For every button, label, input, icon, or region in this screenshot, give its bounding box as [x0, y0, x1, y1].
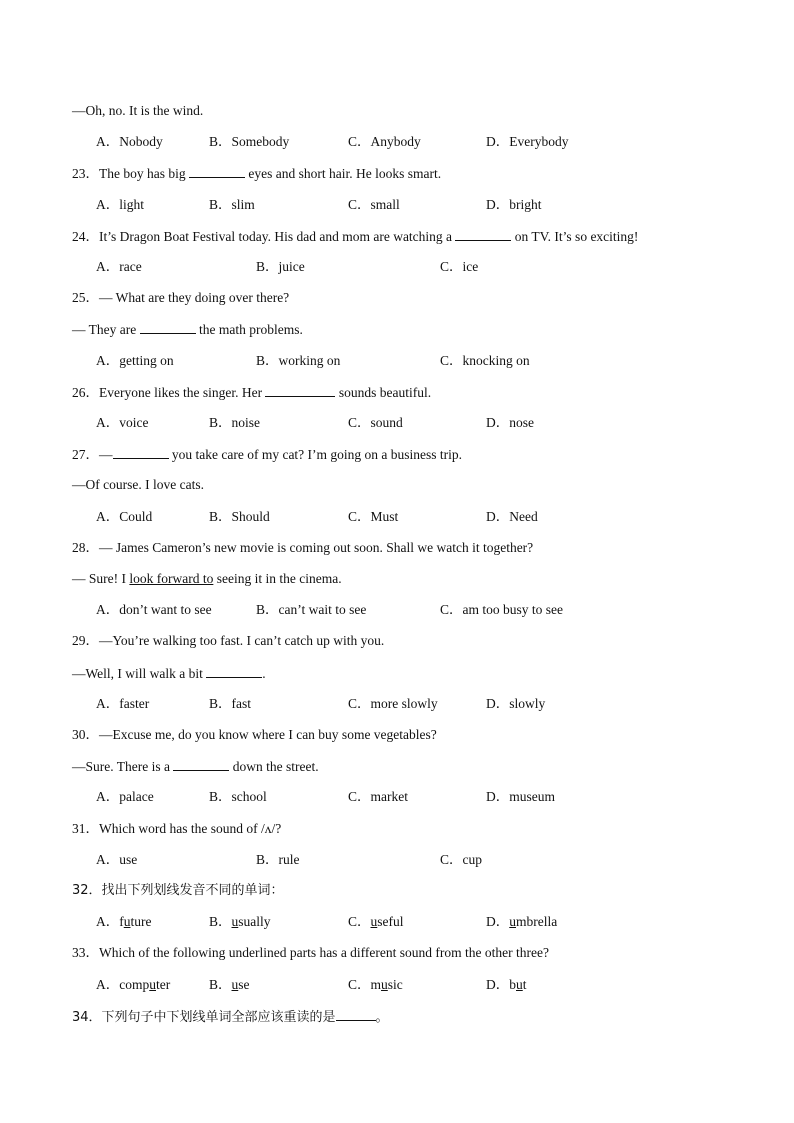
q33-option-b-label: B．: [209, 977, 232, 992]
q30-option-b[interactable]: B．school: [209, 789, 267, 804]
q34-text-post: 。: [375, 1010, 389, 1025]
q33-option-d-label: D．: [486, 977, 510, 992]
q22-answer-line: —Oh, no. It is the wind.: [72, 103, 204, 118]
q34-question: [72, 1008, 389, 1026]
q29-answer-line: [72, 665, 266, 682]
q28-option-b[interactable]: B．can’t wait to see: [256, 602, 367, 617]
q25-text-pre: — They are: [72, 322, 140, 337]
q33-option-c-prefix: m: [370, 977, 382, 992]
q30-question: 30．—Excuse me, do you know where I can buy some vegetables?: [72, 727, 437, 742]
q23-option-c[interactable]: C．small: [348, 197, 400, 212]
q27-option-d[interactable]: D．Need: [486, 509, 538, 524]
q32-option-a[interactable]: [96, 914, 152, 930]
q29-option-d[interactable]: D．slowly: [486, 696, 546, 711]
q23-option-b[interactable]: B．slim: [209, 197, 255, 212]
q22-option-c[interactable]: C．Anybody: [348, 134, 421, 149]
q23-question: [72, 165, 441, 182]
q23-blank: [189, 165, 245, 178]
q32-option-a-underlined-letter: u: [123, 914, 131, 929]
q33-option-d-suffix: t: [522, 977, 527, 992]
q30-text-post: down the street.: [229, 759, 319, 774]
q23-text-pre: 23．The boy has big: [72, 166, 189, 181]
q23-option-a[interactable]: A．light: [96, 197, 145, 212]
q28-option-c[interactable]: C．am too busy to see: [440, 602, 563, 617]
q32-option-c-label: C．: [348, 914, 371, 929]
q24-text-pre: 24．It’s Dragon Boat Festival today. His dad and mom are watching a: [72, 229, 456, 244]
q26-option-a[interactable]: A．voice: [96, 415, 149, 430]
q24-option-c[interactable]: C．ice: [440, 259, 479, 274]
q24-option-b[interactable]: B．juice: [256, 259, 305, 274]
q26-blank: [265, 384, 335, 397]
q32-option-b[interactable]: [209, 914, 271, 930]
q26-option-c[interactable]: C．sound: [348, 415, 403, 430]
q32-option-b-underlined-letter: u: [231, 914, 239, 929]
q29-option-c[interactable]: C．more slowly: [348, 696, 438, 711]
q28-answer-line: [72, 571, 342, 587]
q28-text-post: seeing it in the cinema.: [213, 571, 342, 586]
q26-option-b[interactable]: B．noise: [209, 415, 261, 430]
q33-option-b-suffix: se: [238, 977, 250, 992]
q33-option-b[interactable]: [209, 977, 250, 993]
q23-option-d[interactable]: D．bright: [486, 197, 542, 212]
q33-option-c[interactable]: [348, 977, 403, 993]
q32-option-c[interactable]: [348, 914, 404, 930]
q33-option-c-suffix: sic: [387, 977, 403, 992]
q32-option-a-label: A．: [96, 914, 120, 929]
q25-blank: [140, 321, 196, 334]
q30-text-pre: —Sure. There is a: [72, 759, 174, 774]
q33-option-a[interactable]: [96, 977, 170, 993]
q25-text-post: the math problems.: [195, 322, 303, 337]
q32-question: 32．找出下列划线发音不同的单词：: [72, 883, 284, 898]
q27-text-post: you take care of my cat? I’m going on a business trip.: [168, 447, 463, 462]
q24-text-post: on TV. It’s so exciting!: [511, 229, 639, 244]
q22-option-a[interactable]: A．Nobody: [96, 134, 163, 149]
q33-option-d[interactable]: [486, 977, 527, 993]
q27-option-a[interactable]: A．Could: [96, 509, 153, 524]
q24-option-a[interactable]: A．race: [96, 259, 142, 274]
q27-question: [72, 446, 462, 463]
q29-blank: [206, 665, 262, 678]
q24-blank: [455, 228, 511, 241]
q30-blank: [173, 758, 229, 771]
q32-option-d-underlined-letter: u: [509, 914, 516, 929]
q32-option-a-prefix: f: [119, 914, 124, 929]
q24-question: [72, 228, 638, 245]
q33-option-b-underlined-letter: u: [231, 977, 239, 992]
q29-text-post: .: [262, 666, 266, 681]
q32-option-d-suffix: mbrella: [516, 914, 558, 929]
q32-option-b-label: B．: [209, 914, 232, 929]
q33-question: 33．Which of the following underlined parts has a different sound from the other three?: [72, 945, 549, 960]
q25-option-b[interactable]: B．working on: [256, 353, 341, 368]
q25-question: 25．— What are they doing over there?: [72, 290, 290, 305]
q33-option-a-suffix: ter: [156, 977, 171, 992]
q26-text-post: sounds beautiful.: [335, 385, 432, 400]
q33-option-d-underlined-letter: u: [516, 977, 523, 992]
q31-option-a[interactable]: A．use: [96, 852, 138, 867]
q32-option-a-suffix: ture: [130, 914, 152, 929]
q28-underlined-phrase: look forward to: [129, 571, 214, 586]
q25-option-a[interactable]: A．getting on: [96, 353, 174, 368]
q31-question: 31．Which word has the sound of /ʌ/?: [72, 821, 282, 836]
q22-option-b[interactable]: B．Somebody: [209, 134, 290, 149]
q26-question: [72, 384, 431, 401]
q32-option-c-suffix: seful: [377, 914, 404, 929]
q27-option-c[interactable]: C．Must: [348, 509, 399, 524]
q22-option-d[interactable]: D．Everybody: [486, 134, 569, 149]
q33-option-a-label: A．: [96, 977, 120, 992]
q31-option-c[interactable]: C．cup: [440, 852, 482, 867]
q34-text-pre: 34．下列句子中下划线单词全部应该重读的是: [72, 1010, 336, 1025]
q33-option-c-underlined-letter: u: [381, 977, 388, 992]
q29-option-a[interactable]: A．faster: [96, 696, 150, 711]
q33-option-a-prefix: comp: [119, 977, 150, 992]
q27-answer-line: —Of course. I love cats.: [72, 477, 204, 492]
q25-option-c[interactable]: C．knocking on: [440, 353, 530, 368]
q28-text-pre: — Sure! I: [72, 571, 130, 586]
q30-option-a[interactable]: A．palace: [96, 789, 154, 804]
q33-option-c-label: C．: [348, 977, 371, 992]
q29-text-pre: —Well, I will walk a bit: [72, 666, 207, 681]
q30-answer-line: [72, 758, 319, 775]
q34-blank: [336, 1008, 376, 1021]
q30-option-c[interactable]: C．market: [348, 789, 408, 804]
q32-option-b-suffix: sually: [238, 914, 271, 929]
q26-text-pre: 26．Everyone likes the singer. Her: [72, 385, 266, 400]
q32-option-c-underlined-letter: u: [370, 914, 378, 929]
q27-blank: [113, 446, 169, 459]
q27-text-pre: 27．—: [72, 447, 113, 462]
q31-option-b[interactable]: B．rule: [256, 852, 300, 867]
q33-option-a-underlined-letter: u: [149, 977, 156, 992]
q32-option-d[interactable]: [486, 914, 557, 930]
q26-option-d[interactable]: D．nose: [486, 415, 534, 430]
q27-option-b[interactable]: B．Should: [209, 509, 270, 524]
q29-option-b[interactable]: B．fast: [209, 696, 251, 711]
q32-option-d-label: D．: [486, 914, 510, 929]
q33-option-d-prefix: b: [509, 977, 516, 992]
q23-text-post: eyes and short hair. He looks smart.: [245, 166, 442, 181]
q25-answer-line: [72, 321, 303, 338]
q29-question: 29．—You’re walking too fast. I can’t catch up with you.: [72, 633, 385, 648]
q30-option-d[interactable]: D．museum: [486, 789, 555, 804]
q28-question: 28．— James Cameron’s new movie is coming out soon. Shall we watch it together?: [72, 540, 534, 555]
q28-option-a[interactable]: A．don’t want to see: [96, 602, 212, 617]
